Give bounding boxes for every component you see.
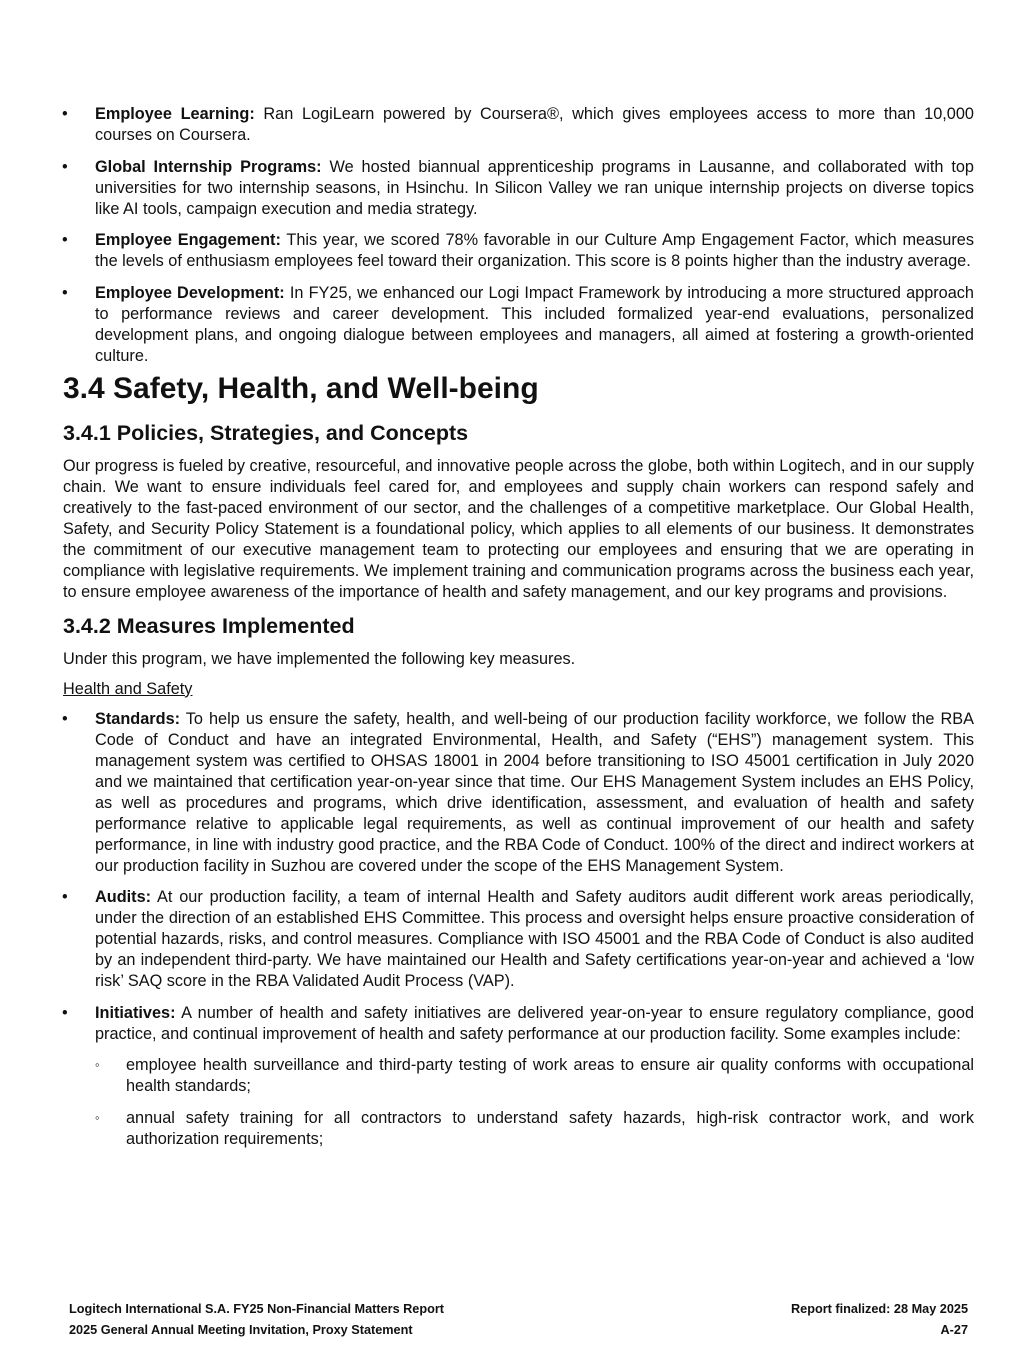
sub-bullet-marker: ◦ — [95, 1109, 100, 1125]
bullet-text: A number of health and safety initiatives are delivered year-on-year to ensure regulatory compliance, good practice, and continual improvement of health and safety performance at our production facility. Some examples include: — [95, 1003, 974, 1043]
bullet-text: We hosted biannual apprenticeship programs in Lausanne, and collaborated with top universities for two internship seasons, in Hsinchu. In Silicon Valley we ran unique internship projects on diverse topics like AI tools, campaign execution and media strategy. — [95, 157, 974, 218]
bullet-marker: • — [62, 105, 68, 123]
bullet-text: In FY25, we enhanced our Logi Impact Framework by introducing a more structured approach to performance reviews and career development. This included formalized year-end evaluations, personalized development plans, and ongoing dialogue between employees and managers, all aimed at fostering a growth-oriented culture. — [95, 283, 974, 365]
bullet-marker: • — [62, 888, 68, 906]
bullet-initiatives — [63, 1003, 974, 1045]
bullet-standards — [63, 709, 974, 877]
bullet-marker: • — [62, 283, 68, 302]
bullet-text: Ran LogiLearn powered by Coursera®, which gives employees access to more than 10,000 courses on Coursera. — [95, 105, 974, 144]
bullet-title: Global Internship Programs: — [95, 157, 322, 176]
page-content — [63, 104, 974, 1160]
bullet-marker: • — [62, 231, 68, 249]
health-safety-heading: Health and Safety — [63, 679, 193, 698]
bullet-marker: • — [62, 709, 68, 728]
bullet-text: To help us ensure the safety, health, and well-being of our production facility workforce, we follow the RBA Code of Conduct and have an integrated Environmental, Health, and Safety (“EHS”) management system. This management system was certified to OHSAS 18001 in 2004 before transitioning to ISO 45001 certification in July 2020 and we maintained that certification year-on-year since that time. Our EHS Management System includes an EHS Policy, as well as procedures and programs, which drive identification, assessment, and evaluation of health and safety performance relative to applicable legal requirements, as well as continual improvement of our health and safety performance, in line with industry good practice, and the RBA Code of Conduct. 100% of the direct and indirect workers at our production facility in Suzhou are covered under the scope of the EHS Management System. — [95, 709, 974, 875]
measures-intro: Under this program, we have implemented the following key measures. — [63, 649, 576, 668]
bullet-title: Audits: — [95, 888, 152, 906]
bullet-marker: • — [62, 1003, 68, 1022]
bullet-title: Employee Development: — [95, 283, 285, 302]
footer-report-title: Logitech International S.A. FY25 Non-Financial Matters Report — [69, 1302, 445, 1316]
footer-finalized-date: Report finalized: 28 May 2025 — [791, 1302, 968, 1316]
footer-meeting-title: 2025 General Annual Meeting Invitation, Proxy Statement — [69, 1323, 413, 1337]
bullet-title: Standards: — [95, 709, 181, 728]
bullet-title: Employee Engagement: — [95, 231, 281, 249]
bullet-text: At our production facility, a team of internal Health and Safety auditors audit different work areas periodically, under the direction of an established EHS Committee. This process and oversight helps ensure proactive consideration of potential hazards, risks, and control measures. Compliance with ISO 45001 and the RBA Code of Conduct is also audited by an independent third-party. We have maintained our Health and Safety certifications year-on-year and achieved a ‘low risk’ SAQ score in the RBA Validated Audit Process (VAP). — [95, 888, 974, 990]
bullet-employee-development — [63, 283, 974, 367]
sub-bullet-marker: ◦ — [95, 1057, 100, 1072]
bullet-employee-engagement — [63, 230, 974, 272]
sub-bullet-safety-training — [63, 1108, 974, 1150]
sub-bullet-text: annual safety training for all contractors to understand safety hazards, high-risk contractor work, and work authorization requirements; — [126, 1108, 974, 1148]
bullet-global-internship — [63, 157, 974, 220]
page-footer — [69, 1299, 968, 1341]
bullet-marker: • — [62, 157, 68, 176]
bullet-title: Initiatives: — [95, 1003, 176, 1022]
bullet-text: This year, we scored 78% favorable in our Culture Amp Engagement Factor, which measures the levels of enthusiasm employees feel toward their organization. This score is 8 points higher than the industry average. — [95, 231, 974, 270]
footer-page-number: A-27 — [940, 1323, 968, 1337]
policies-paragraph: Our progress is fueled by creative, resourceful, and innovative people across the globe, both within Logitech, and in our supply chain. We want to ensure individuals feel cared for, and employees and supply chain workers can respond safely and creatively to the fast-paced environment of our sector, and the challenges of a competitive marketplace. Our Global Health, Safety, and Security Policy Statement is a foundational policy, which applies to all elements of our business. It demonstrates the commitment of our executive management team to protecting our employees and ensuring that we are operating in compliance with legislative requirements. We implement training and communication programs across the business each year, to ensure employee awareness of the importance of health and safety management, and our key programs and provisions. — [63, 456, 974, 601]
bullet-employee-learning — [63, 104, 974, 146]
sub-bullet-text: employee health surveillance and third-party testing of work areas to ensure air quality conforms with occupational health standards; — [126, 1056, 974, 1095]
subsection-title-measures: 3.4.2 Measures Implemented — [63, 613, 355, 638]
bullet-audits — [63, 887, 974, 992]
sub-bullet-health-surveillance — [63, 1055, 974, 1097]
section-title: 3.4 Safety, Health, and Well-being — [63, 371, 539, 405]
subsection-title-policies: 3.4.1 Policies, Strategies, and Concepts — [63, 420, 469, 445]
bullet-title: Employee Learning: — [95, 105, 255, 123]
